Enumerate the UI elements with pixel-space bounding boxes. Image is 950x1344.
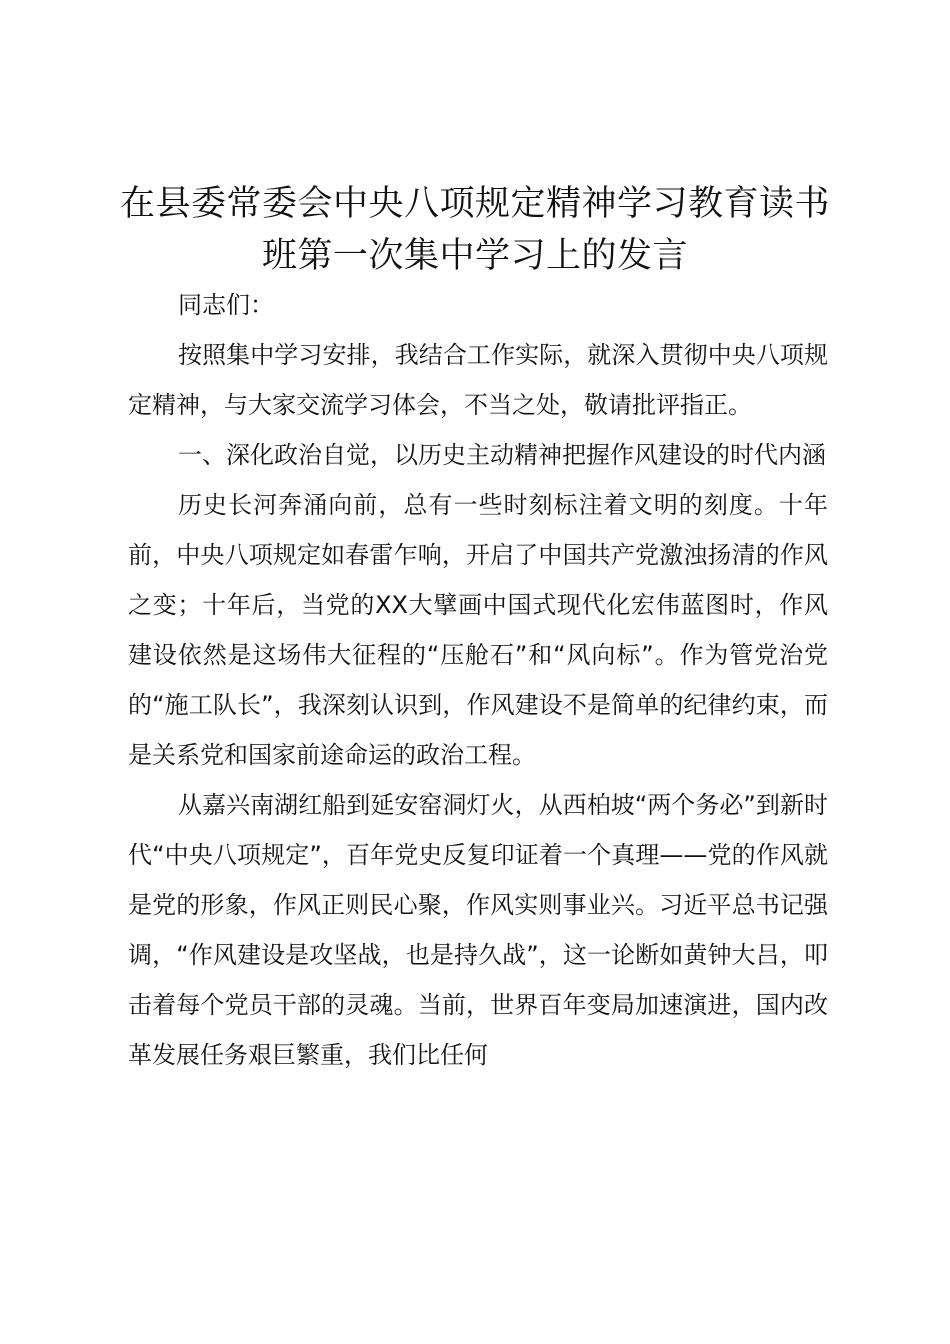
salutation: 同志们：: [178, 291, 274, 319]
title-line-1: 在县委常委会中央八项规定精神学习教育读书: [119, 184, 830, 224]
paragraph-intro: 按照集中学习安排，我结合工作实际，就深入贯彻中央八项规定精神，与大家交流学习体会，不当之处，敬请批评指正。: [128, 341, 828, 419]
title-line-2: 班第一次集中学习上的发言: [261, 236, 688, 276]
paragraph-history: 历史长河奔涌向前，总有一些时刻标注着文明的刻度。十年前，中央八项规定如春雷乍响，开启了中国共产党激浊扬清的作风之变；十年后，当党的XX大擘画中国式现代化宏伟蓝图时，作风建设依然是这场伟大征程的“压舱石”和“风向标”。作为管党治党的“施工队长”，我深刻认识到，作风建设不是简单的纪律约束，而是关系党和国家前途命运的政治工程。: [128, 491, 828, 769]
section-heading: 一、深化政治自觉，以历史主动精神把握作风建设的时代内涵: [178, 441, 826, 469]
document-body: [128, 280, 828, 1080]
paragraph-party-history: 从嘉兴南湖红船到延安窑洞灯火，从西柏坡“两个务必”到新时代“中央八项规定”，百年党史反复印证着一个真理——党的作风就是党的形象，作风正则民心聚，作风实则事业兴。习近平总书记强调，“作风建设是攻坚战，也是持久战”，这一论断如黄钟大吕，叩击着每个党员干部的灵魂。当前，世界百年变局加速演进，国内改革发展任务艰巨繁重，我们比任何: [128, 791, 828, 1069]
page-title: [100, 178, 850, 282]
